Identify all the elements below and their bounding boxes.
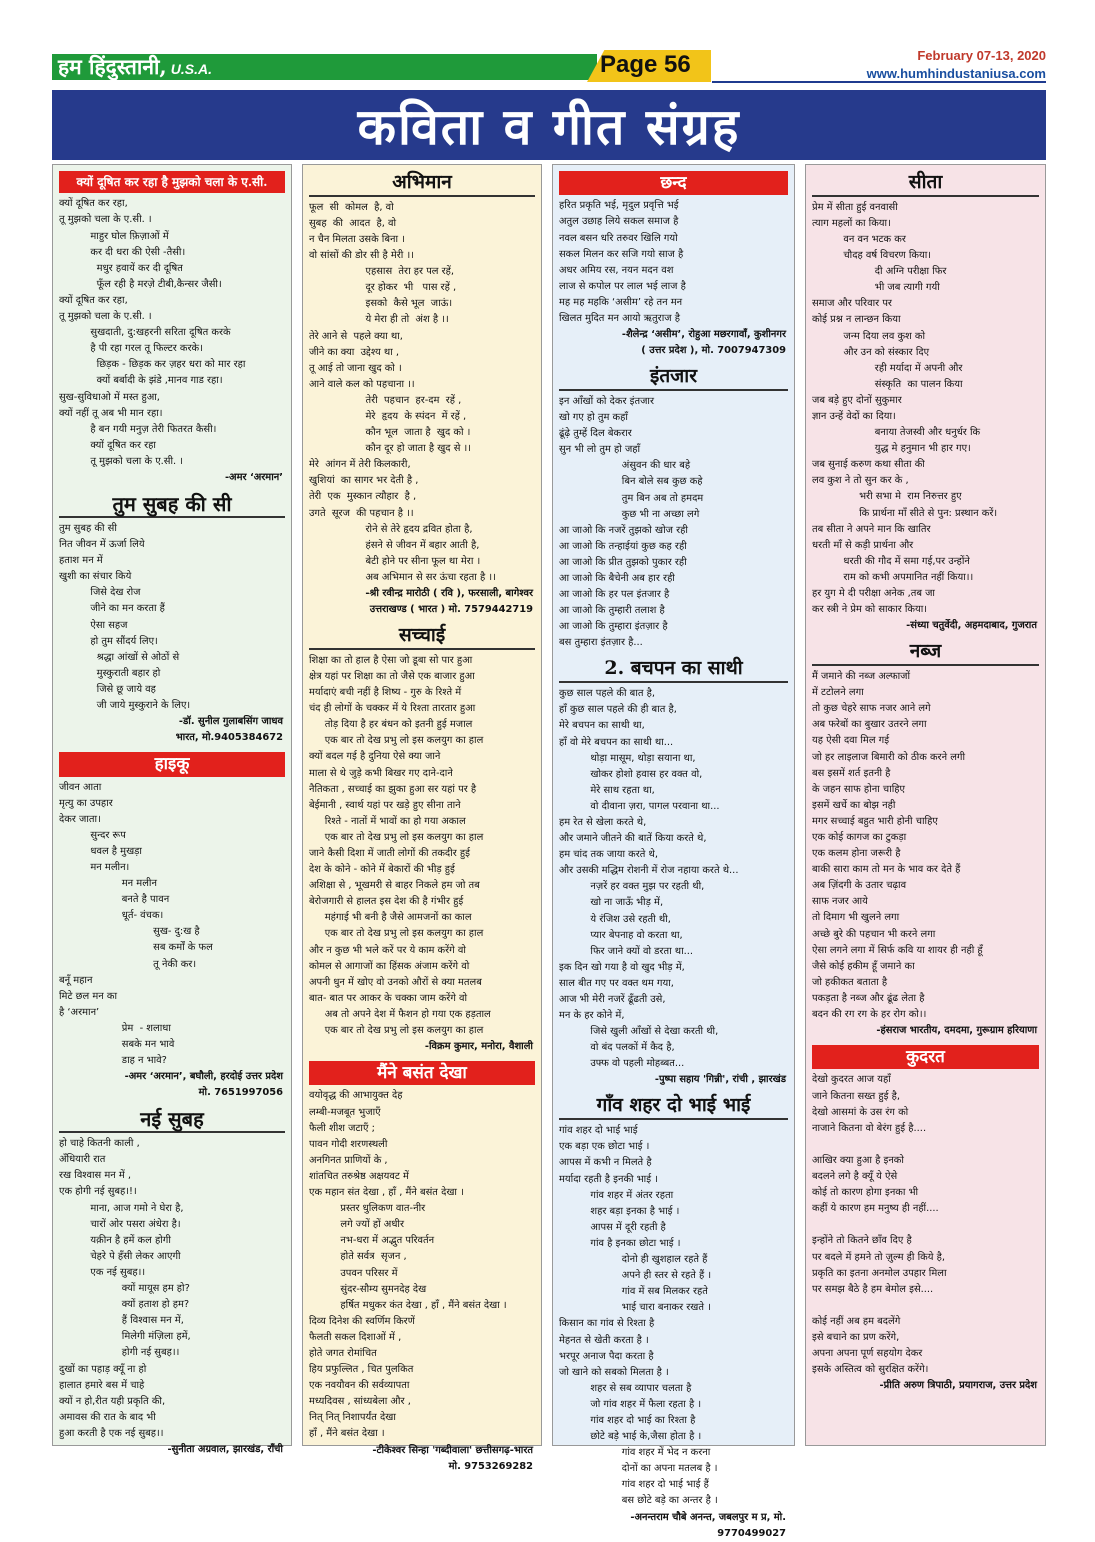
poem-title: 2. बचपन का साथी xyxy=(559,657,788,683)
poem-title: सच्चाई xyxy=(309,624,535,650)
poem-title: हाइकू xyxy=(59,752,285,776)
poem-author: -संध्या चतुर्वेदी, अहमदाबाद, गुजरात xyxy=(906,620,1037,632)
masthead xyxy=(52,48,1046,86)
poem-title: छन्द xyxy=(559,171,788,195)
poem-author: -अनन्तराम चौबे अनन्त, जबलपुर म प्र, मो. 9770499027 xyxy=(630,1511,790,1539)
poem-body: क्यों दूषित कर रहा, तू मुझको चला के ए.सी. । माहुर घोल फ़िज़ाओं में कर दी धरा की ऐसी -तैसी। मधुर हवायें कर दी दूषित फूँल रही है मरज़े टीबी,कैन्सर जैसी। क्यों दूषित कर रहा, तू मुझको चला के ए.सी. । सुखदाती, दु:खहरनी सरिता दूषित करके है पी रहा गरल तू फिल्टर करके। छिड़क - छिड़क कर ज़हर धरा को मार रहा क्यों बर्बादी के झंडे ,मानव गाड रहा। सुख-सुविधाओ में मस्त हुआ, क्यों नहीं तू अब भी मान रहा। है बन गयी मनुज़ तेरी फितरत कैसी। क्यों दूषित कर रहा तू मुझको चला के ए.सी. । xyxy=(59,198,246,467)
poem-body: शिक्षा का तो हाल है ऐसा जो डूबा सो पार हुआ क्षेत्र यहां पर शिक्षा का तो जैसे एक बाजार हुआ मर्यादाएं बची नहीं है शिष्य - गुरु के रिश्ते में चंद ही लोगों के चक्कर में ये रिश्ता तारतार हुआ तोड़ दिया है हर बंधन को इतनी हुई मजाल एक बार तो देख प्रभु लो इस कलयुग का हाल क्यों बदल गई है दुनिया ऐसे क्या जाने माला से थे जुड़े कभी बिखर गए दाने-दाने नैतिकता , सच्चाई का झुका हुआ सर यहां पर है बेईमानी , स्वार्थ यहां पर खड़े हुए सीना ताने रिश्ते - नातों में भावों का हो गया अकाल एक बार तो देख प्रभु लो इस कलयुग का हाल जाने कैसी दिशा में जाती लोगों की तकदीर हुई देश के कोने - कोने में बेकारों की भीड़ हुई अशिक्षा से , भूखमरी से बाहर निकले हम जो तब बेरोजगारी से हालत इस देश की है गंभीर हुई महंगाई भी बनी है जैसे आमजनों का काल एक बार तो देख प्रभु लो इस कलयुग का हाल और न कुछ भी भले करें पर ये काम करेंगे वो कोमल से आगाजों का हिंसक अंजाम करेंगे वो अपनी धुन में खोए वो उनको औरों से क्या मतलब बात- बात पर आकर के चक्का जाम करेंगे वो अब तो अपने देश में फैशन हो गया एक हड़ताल एक बार तो देख प्रभु लो इस कलयुग का हाल xyxy=(309,654,491,1036)
poem-author: -सुनीता अग्रवाल, झारखंड, राँची xyxy=(167,1443,283,1455)
poem-body: कुछ साल पहले की बात है, हाँ कुछ साल पहले की ही बात है, मेरे बचपन का साथी था, हाँ वो मेरे बचपन का साथी था... थोड़ा मासूम, थोड़ा सयाना था, खोकर होशो हवास हर वक्त वो, मेरे साथ रहता था, वो दीवाना ज़रा, पागल परवाना था... हम रेत से खेला करते थे, और जमाने जीतने की बातें किया करते थे, हम चांद तक जाया करते थे, और उसकी मद्धिम रोशनी में रोज नहाया करते थे... नज़रें हर वक्त मुझ पर रहती थी, खो ना जाऊँ भीड़ में, ये रंजिश उसे रहती थी, प्यार बेपनाह वो करता था, फिर जाने क्यों वो डरता था... इक दिन खो गया है वो खुद भीड़ में, साल बीत गए पर वक्त थम गया, आज भी मेरी नजरें ढूँढती उसे, मन के हर कोने में, जिसे खुली आँखों से देखा करती थी, वो बंद पलकों में कैद है, उफ्फ वो पहली मोहब्बत... xyxy=(559,688,739,1070)
poem-title: तुम सुबह की सी xyxy=(59,492,285,518)
poem-title: कुदरत xyxy=(812,1045,1039,1069)
poem-title: मैंने बसंत देखा xyxy=(309,1061,535,1085)
poem-title: क्यों दूषित कर रहा है मुझको चला के ए.सी. xyxy=(59,171,285,193)
page-number: Page 56 xyxy=(600,51,691,78)
poem-body: हरित प्रकृति भई, मृदुल प्रवृत्ति भई अतुल उछाह लिये सकल समाज है नवल बसन धरि तरुवर खिलि गयो सकल मिलन कर सजि गयो साज है अधर अमिय रस, नयन मदन वश लाज से कपोल पर लाल भई लाज है मह मह महकि ‘असीम’ रहे तन मन खिलत मुदित मन आयो ऋतुराज है xyxy=(559,200,686,325)
page-title: कविता व गीत संग्रह xyxy=(357,97,741,156)
poem-body: प्रेम में सीता हुई वनवासी त्याग महलों का किया। वन वन भटक कर चौदह वर्ष विचरण किया। दी अग्नि परीक्षा फिर भी जब त्यागी गयी समाज और परिवार पर कोई प्रश्न न लान्छन किया जन्म दिया लव कुश को और उन को संस्कार दिए रही मर्यादा में अपनी और संस्कृति का पालन किया जब बड़े हुए दोनों सुकुमार ज्ञान उन्हें वेदों का दिया। बनाया तेजस्वी और धनुर्धर कि युद्ध मे हनुमान भी हार गए। जब सुनाई करुण कथा सीता की लव कुश ने तो सुन कर के , भरी सभा मे राम निरुत्तर हुए कि प्रार्थना माँ सीते से पुन: प्रस्थान करें। तब सीता ने अपने मान कि खातिर धरती माँ से कड़ी प्रार्थना और धरती की गौद में समा गई,पर उन्होंने राम को कभी अपमानित नहीं किया।। हर युग मे दी परीक्षा अनेक ,तब जा कर स्त्री ने प्रेम को साकार किया। xyxy=(812,201,998,616)
poem-body: जीवन आता मृत्यु का उपहार देकर जाता। सुन्दर रूप धवल है मुखड़ा मन मलीन। मन मलीन बनते है पावन धूर्त- वंचक। सुख- दु:ख है सब कर्मों के फल तू नेकी कर। बनूँ महान मिटे छल मन का है ‘अरमान’ प्रेम - शलाधा सबके मन भावे डाह न भावे? xyxy=(59,781,213,1067)
poem-body: तुम सुबह की सी नित जीवन में ऊर्जा लिये हताश मन में खुशी का संचार किये जिसे देख रोज जीने का मन करता हैं ऐसा सहज हो तुम सौंदर्य लिए। श्रद्धा आंखों से ओठों से मुस्कुराती बहार हो जिसे छू जाये वह जी जाये मुस्कुराने के लिए। xyxy=(59,522,191,712)
poem-author: -शैलेन्द्र ‘असीम’, रोहुआ मछरगावाँ, कुशीनगर ( उत्तर प्रदेश ), मो. 7007947309 xyxy=(621,329,786,357)
poem-body: देखो कुदरत आज यहाँ जाने कितना सख्त हुई है, देखो आसमां के उस रंग को नाजाने कितना वो बेरंग हुई है.... आखिर क्या हुआ है इनको बदलने लगे है क्यूँ ये ऐसे कोई तो कारण होगा इनका भी कहीं ये कारण हम मनुष्य ही नहीं.... इन्होंने तो कितने छाँव दिए है पर बदले में हमने तो ज़ुल्म ही किये है, प्रकृति का इतना अनमोल उपहार मिला पर समझ बैठे है हम बेमोल इसे.... कोई नहीं अब हम बदलेंगे इसे बचाने का प्रण करेंगे, अपना अपना पूर्ण सहयोग देकर इसके अस्तित्व को सुरक्षित करेंगे। xyxy=(812,1074,947,1376)
brand-country: U.S.A. xyxy=(170,61,212,77)
poem-author: -विक्रम कुमार, मनोरा, वैशाली xyxy=(424,1041,533,1053)
poem-body: गांव शहर दो भाई भाई एक बड़ा एक छोटा भाई । आपस में कभी न मिलते है मर्यादा रहती है इनकी भाई । गांव शहर में अंतर रहता शहर बड़ा इनका है भाई । आपस में दूरी रहती है गांव है इनका छोटा भाई । दोनो ही खुशहाल रहते हैं अपने ही स्तर से रहते हैं । गांव में सब मिलकर रहते भाई चारा बनाकर रखते । किसान का गांव से रिश्ता है मेहनत से खेती करता है । भरपूर अनाज पैदा करता है जो खाने को सबको मिलता है । शहर से सब व्यापार चलता है जो गांव शहर में फैला रहता है । गांव शहर दो भाई का रिश्ता है छोटे बड़े भाई के,जैसा होता है । गांव शहर में भेद न करना दोनों का अपना मतलब है । गांव शहर दो भाई भाई हैं बस छोटे बड़े का अन्तर है । xyxy=(559,1125,718,1507)
poem-author: -पुष्पा सहाय 'गिन्नी', रांची , झारखंड xyxy=(654,1074,786,1086)
poem-body: हो चाहे कितनी काली , अँधियारी रात रख विश्वास मन में , एक होगी नई सुबह।!। माना, आज गमो ने घेरा है, चारों ओर पसरा अंधेरा है। यक़ीन है हमें कल होगी चेहरे पे हँसी लेकर आएगी एक नई सुबह।। क्यों मायूस हम हो? क्यों हताश हो हम? हैं विश्वास मन में, मिलेगी मंज़िला हमें, होगी नई सुबह।। दुखों का पहाड़ क्यूँ ना हो हालात हमारे बस में चाहे क्यों न हो,रीत यही प्रकृति की, अमावस की रात के बाद भी हुआ करती है एक नई सुबह।। xyxy=(59,1138,191,1439)
poem-author: -श्री रवीन्द्र मारोठी ( रवि ), फरसाली, बागेश्वर उत्तराखण्ड ( भारत ) मो. 7579442719 xyxy=(365,588,533,616)
brand-bar xyxy=(52,54,597,80)
website-link[interactable]: www.humhindustaniusa.com xyxy=(866,66,1046,81)
column-1 xyxy=(52,164,292,1455)
poem-author: -अमर ‘अरमान’ xyxy=(224,471,283,483)
brand-name: हम हिंदुस्तानी, xyxy=(58,54,167,79)
title-banner xyxy=(52,90,1046,160)
poem-author: -हंसराज भारतीय, दमदमा, गुरूग्राम हरियाणा xyxy=(876,1025,1037,1037)
poem-body: फूल सी कोमल है, वो सुबह की आदत है, वो न चैन मिलता उसके बिना । वो सांसों की डोर सी है मेरी ।। एहसास तेरा हर पल रहें, दूर होकर भी पास रहें , इसको कैसे भूल जाऊं। ये मेरा ही तो अंश है ।। तेरे आने से पहले क्या था, जीने का क्या उद्देश्य था , तू आई तो जाना खुद को । आने वाले कल को पहचाना ।। तेरी पहचान हर-दम रहें , मेरे हृदय के स्पंदन में रहें , कौन भूल जाता है खुद को । कौन दूर हो जाता है खुद से ।। मेरे आंगन में तेरी किलकारी, खुशियां का सागर भर देती है , तेरी एक मुस्कान त्यौहार है , उगते सूरज की पहचान है ।। रोने से तेरे हृदय द्रवित होता है, हंसने से जीवन में बहार आती है, बेटी होने पर सीना फूल था मेरा । अब अभिमान से सर ऊंचा रहता है ।। xyxy=(309,201,496,583)
column-2 xyxy=(302,164,542,1472)
header-divider xyxy=(712,81,1046,83)
poem-title: इंतजार xyxy=(559,365,788,391)
poem-body: मैं जमाने की नब्ज अल्फाजों में टटोलने लगा तो कुछ चेहरे साफ नजर आने लगे अब फरेबों का बुखार उतरने लगा यह ऐसी दवा मिल गई जो हर लाइलाज बिमारी को ठीक करने लगी बस इसमें शर्त इतनी है के जहन साफ होना चाहिए इसमें खर्चे का बोझ नही मगर सच्चाई बहुत भारी होनी चाहिए एक कोई कागज का टुकड़ा एक कलम होना जरूरी है बाकी सारा काम तो मन के भाव कर देते हैं अब ज़िंदगी के उतार चढ़ाव साफ नजर आये तो दिमाग भी खुलने लगा अच्छे बुरे की पहचान भी करने लगा ऐसा लगने लगा में सिर्फ कवि या शायर ही नही हूँ जैसे कोई हकीम हूँ जमाने का जो हकीकत बताता है पकड़ता है नब्ज और ढूंढ लेता है बदन की रग रग के हर रोग को।। xyxy=(812,671,983,1020)
poem-title: गाँव शहर दो भाई भाई xyxy=(559,1094,788,1120)
issue-date: February 07-13, 2020 xyxy=(917,48,1046,63)
brand-logo xyxy=(58,53,212,81)
poem-body: वयोवृद्ध की आभायुक्त देह लम्बी-मजबूत भुजाएँ फैली शीश जटाएँ ; पावन गोदी शरणस्थली अनगिनत प्राणियों के , शांतचित तरुश्रेष्ठ अक्षयवट में एक महान संत देखा , हाँ , मैंने बसंत देखा । प्रस्तर धुलिकण वात-नीर लगे ज्यों हों अधीर नभ-धरा में अद्भुत परिवर्तन होते सर्वत्र सृजन , उपवन परिसर में सुंदर-सौम्य सुमनदेह देख हर्षित मधुकर कंत देखा , हाँ , मैंने बसंत देखा । दिव्य दिनेश की स्वर्णिम किरणें फैलती सकल दिशाओं में , होते जगत रोमांचित हिय प्रफुल्लित , चित पुलकित एक नवयौवन की सर्वव्यापता मध्यदिवस , सांध्यबेला और , नित् नित् निशापर्यंत देखा हाँ , मैंने बसंत देखा । xyxy=(309,1090,507,1440)
poem-title: नई सुबह xyxy=(59,1107,285,1133)
poem-author: -डॉ. सुनील गुलाबसिंग जाधव भारत, मो.9405384672 xyxy=(175,716,283,744)
poem-title: सीता xyxy=(812,171,1039,197)
poem-body: इन आँखों को देकर इंतजार खो गए हो तुम कहाँ ढूंढ़े तुम्हें दिल बेकरार सुन भी लो तुम हो जहाँ अंसुवन की धार बहे बिन बोले सब कुछ कहे तुम बिन अब तो हमदम कुछ भी ना अच्छा लगे आ जाओ कि नजरें तुझको खोज रही आ जाओ कि तन्हाईयां कुछ कह रही आ जाओ कि प्रीत तुझको पुकार रही आ जाओ कि बैचेनी अब हार रही आ जाओ कि हर पल इंतजार है आ जाओ कि तुम्हारी तलाश है आ जाओ कि तुम्हारा इंतज़ार है बस तुम्हारा इंतज़ार है... xyxy=(559,395,704,649)
poem-author: -प्रीति अरुण त्रिपाठी, प्रयागराज, उत्तर प्रदेश xyxy=(879,1380,1037,1392)
column-3 xyxy=(552,164,795,1539)
poem-author: -अमर ‘अरमान’, बघौली, हरदोई उत्तर प्रदेश मो. 7651997056 xyxy=(124,1071,283,1099)
poem-title: अभिमान xyxy=(309,171,535,197)
poem-author: -टीकेश्वर सिन्हा 'गब्दीवाला' छत्तीसगढ़-भारत मो. 9753269282 xyxy=(372,1444,533,1472)
poem-title: नब्ज xyxy=(812,640,1039,666)
column-4 xyxy=(805,164,1046,1446)
